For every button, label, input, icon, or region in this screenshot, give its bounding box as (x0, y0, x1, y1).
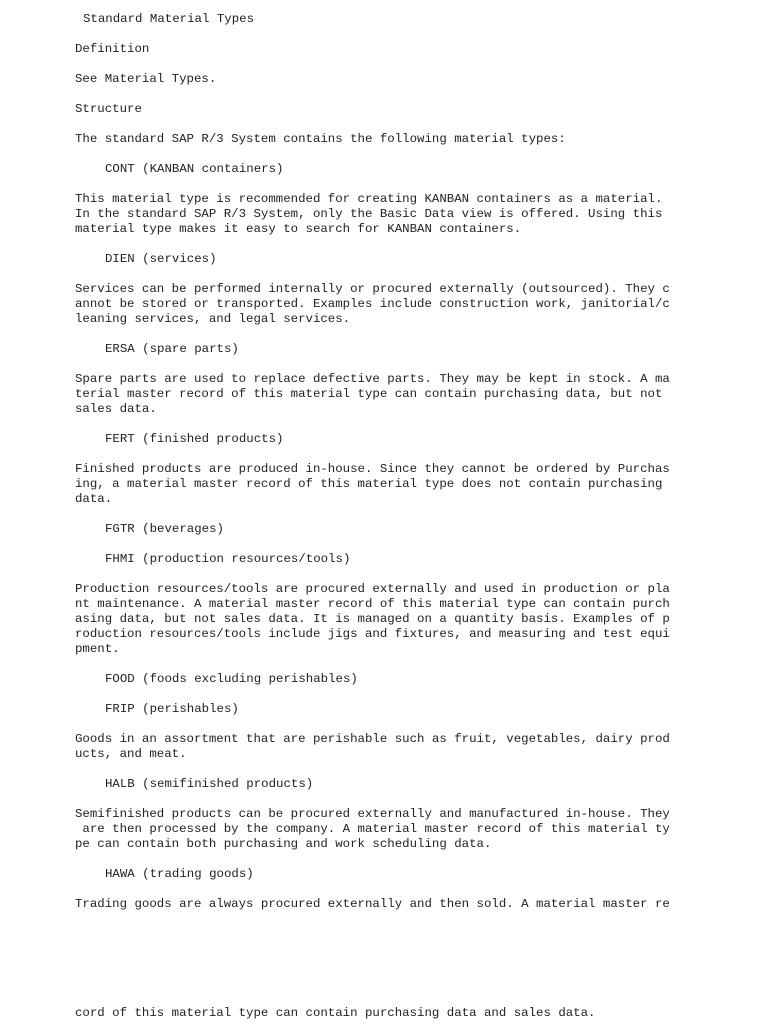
description-line: terial master record of this material type can contain purchasing data, but not (75, 387, 663, 401)
description-line: In the standard SAP R/3 System, only the Basic Data view is offered. Using this (75, 207, 663, 221)
description-line: Trading goods are always procured externally and then sold. A material master re (75, 897, 670, 911)
description-line: Spare parts are used to replace defective parts. They may be kept in stock. A ma (75, 372, 670, 386)
description-line: pment. (75, 642, 120, 656)
description-line: This material type is recommended for creating KANBAN containers as a material. (75, 192, 663, 206)
material-type-heading: HALB (semifinished products) (105, 777, 314, 791)
material-type-heading: FHMI (production resources/tools) (105, 552, 351, 566)
description-line: leaning services, and legal services. (75, 312, 351, 326)
definition-heading: Definition (75, 42, 150, 56)
description-line: nt maintenance. A material master record of this material type can contain purch (75, 597, 670, 611)
description-line: Semifinished products can be procured externally and manufactured in-house. They (75, 807, 670, 821)
description-line: are then processed by the company. A material master record of this material ty (75, 822, 670, 836)
material-type-heading: HAWA (trading goods) (105, 867, 254, 881)
document-page (75, 12, 695, 912)
description-line: Services can be performed internally or procured externally (outsourced). They c (75, 282, 670, 296)
description-line: Finished products are produced in-house. Since they cannot be ordered by Purchas (75, 462, 670, 476)
structure-heading: Structure (75, 102, 142, 116)
material-type-heading: ERSA (spare parts) (105, 342, 239, 356)
description-line: ing, a material master record of this material type does not contain purchasing (75, 477, 663, 491)
intro-text: The standard SAP R/3 System contains the following material types: (75, 132, 566, 146)
description-line: Production resources/tools are procured externally and used in production or pla (75, 582, 670, 596)
material-type-list (75, 162, 695, 912)
material-type-heading: FOOD (foods excluding perishables) (105, 672, 358, 686)
material-type-heading: FGTR (beverages) (105, 522, 224, 536)
material-type-heading: FERT (finished products) (105, 432, 284, 446)
description-line: sales data. (75, 402, 157, 416)
description-line: ucts, and meat. (75, 747, 187, 761)
description-line: Goods in an assortment that are perishable such as fruit, vegetables, dairy prod (75, 732, 670, 746)
material-type-heading: CONT (KANBAN containers) (105, 162, 284, 176)
material-type-heading: FRIP (perishables) (105, 702, 239, 716)
description-line: data. (75, 492, 113, 506)
page-title: Standard Material Types (83, 12, 255, 26)
continuation-text: cord of this material type can contain purchasing data and sales data. (75, 1006, 596, 1020)
definition-text: See Material Types. (75, 72, 217, 86)
description-line: roduction resources/tools include jigs and fixtures, and measuring and test equi (75, 627, 670, 641)
description-line: pe can contain both purchasing and work scheduling data. (75, 837, 492, 851)
description-line: material type makes it easy to search for KANBAN containers. (75, 222, 522, 236)
description-line: annot be stored or transported. Examples include construction work, janitorial/c (75, 297, 670, 311)
material-type-heading: DIEN (services) (105, 252, 217, 266)
description-line: asing data, but not sales data. It is managed on a quantity basis. Examples of p (75, 612, 670, 626)
